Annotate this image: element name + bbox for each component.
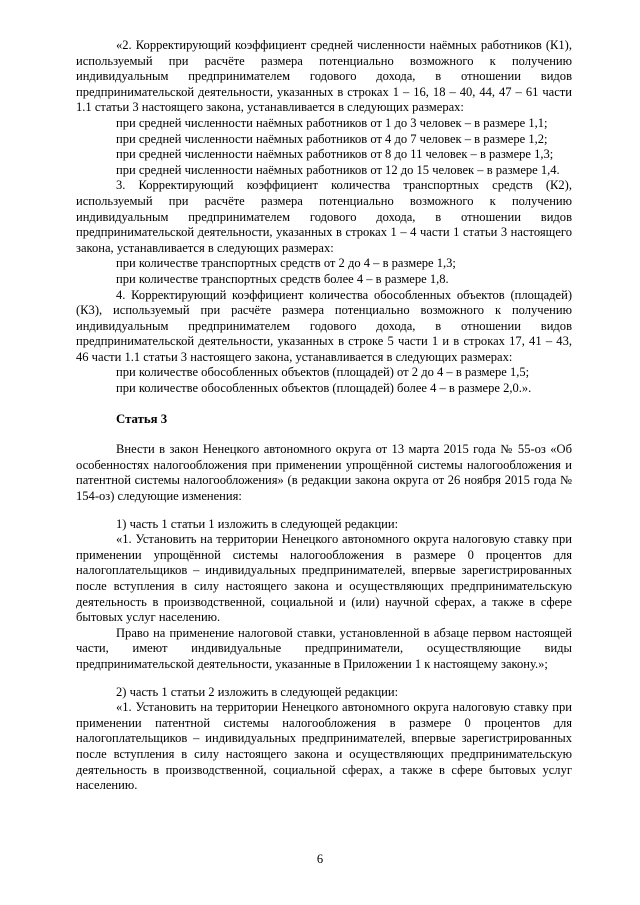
item1-lead: 1) часть 1 статьи 1 изложить в следующей редакции: (116, 516, 399, 531)
item1-paragraph-2: Право на применение налоговой ставки, установленной в абзаце первом настоящей части, имеют индивидуальные предприниматели, осуществляющие виды предпринимательской деятельности, указанные в Приложении 1 к настоящему закону.»; (76, 625, 572, 671)
k1-item-4: при средней численности наёмных работников от 12 до 15 человек – в размере 1,4. (116, 162, 560, 177)
k1-item-1: при средней численности наёмных работников от 1 до 3 человек – в размере 1,1; (116, 115, 548, 130)
k2-item-1: при количестве транспортных средств от 2 до 4 – в размере 1,3; (116, 256, 456, 271)
k3-item-1: при количестве обособленных объектов (площадей) от 2 до 4 – в размере 1,5; (116, 365, 530, 380)
k2-item-2: при количестве транспортных средств более 4 – в размере 1,8. (116, 271, 449, 286)
article-intro: Внести в закон Ненецкого автономного округа от 13 марта 2015 года № 55-оз «Об особенностях налогообложения при применении упрощённой системы налогообложения и патентной системы налогообложения» (в редакции закона округа от 26 ноября 2015 года № 154-оз) следующие изменения: (76, 442, 572, 504)
item2-paragraph-1: «1. Установить на территории Ненецкого автономного округа налоговую ставку при применении патентной системы налогообложения в размере 0 процентов для налогоплательщиков – индивидуальных предпринимателей, впервые зарегистрированных после вступления в силу настоящего закона и осуществляющих предпринимательскую деятельность в производственной, социальной сферах, а также в сфере бытовых услуг населению. (76, 700, 572, 793)
paragraph-k2-intro: 3. Корректирующий коэффициент количества транспортных средств (К2), используемый при расчёте размера потенциально возможного к получению индивидуальным предпринимателем годового дохода, в отношении видов предпринимательской деятельности, указанных в строках 1 – 4 части 1 статьи 3 настоящего закона, устанавливается в следующих размерах: (76, 178, 572, 255)
paragraph-k1-intro: «2. Корректирующий коэффициент средней численности наёмных работников (К1), используемый при расчёте размера потенциально возможного к получению индивидуальным предпринимателем годового дохода, в отношении видов предпринимательской деятельности, указанных в строках 1 – 16, 18 – 40, 44, 47 – 61 части 1.1 статьи 3 настоящего закона, устанавливается в следующих размерах: (76, 38, 572, 115)
item2-lead: 2) часть 1 статьи 2 изложить в следующей редакции: (116, 684, 399, 699)
k1-item-3: при средней численности наёмных работников от 8 до 11 человек – в размере 1,3; (116, 147, 554, 162)
page-number: 6 (316, 852, 324, 866)
k3-item-2: при количестве обособленных объектов (площадей) более 4 – в размере 2,0.». (116, 381, 532, 396)
paragraph-k3-intro: 4. Корректирующий коэффициент количества обособленных объектов (площадей) (К3), используемый при расчёте размера потенциально возможного к получению индивидуальным предпринимателем годового дохода, в отношении видов предпринимательской деятельности, указанных в строке 5 части 1 и в строках 17, 41 – 43, 46 части 1.1 статьи 3 настоящего закона, устанавливается в следующих размерах: (76, 287, 572, 364)
k1-item-2: при средней численности наёмных работников от 4 до 7 человек – в размере 1,2; (116, 131, 548, 146)
item1-paragraph-1: «1. Установить на территории Ненецкого автономного округа налоговую ставку при применении упрощённой системы налогообложения в размере 0 процентов для налогоплательщиков – индивидуальных предпринимателей, впервые зарегистрированных после вступления в силу настоящего закона и осуществляющих предпринимательскую деятельность в производственной, социальной и (или) научной сферах, а также в сфере бытовых услуг населению. (76, 532, 572, 625)
article-heading: Статья 3 (116, 411, 168, 426)
